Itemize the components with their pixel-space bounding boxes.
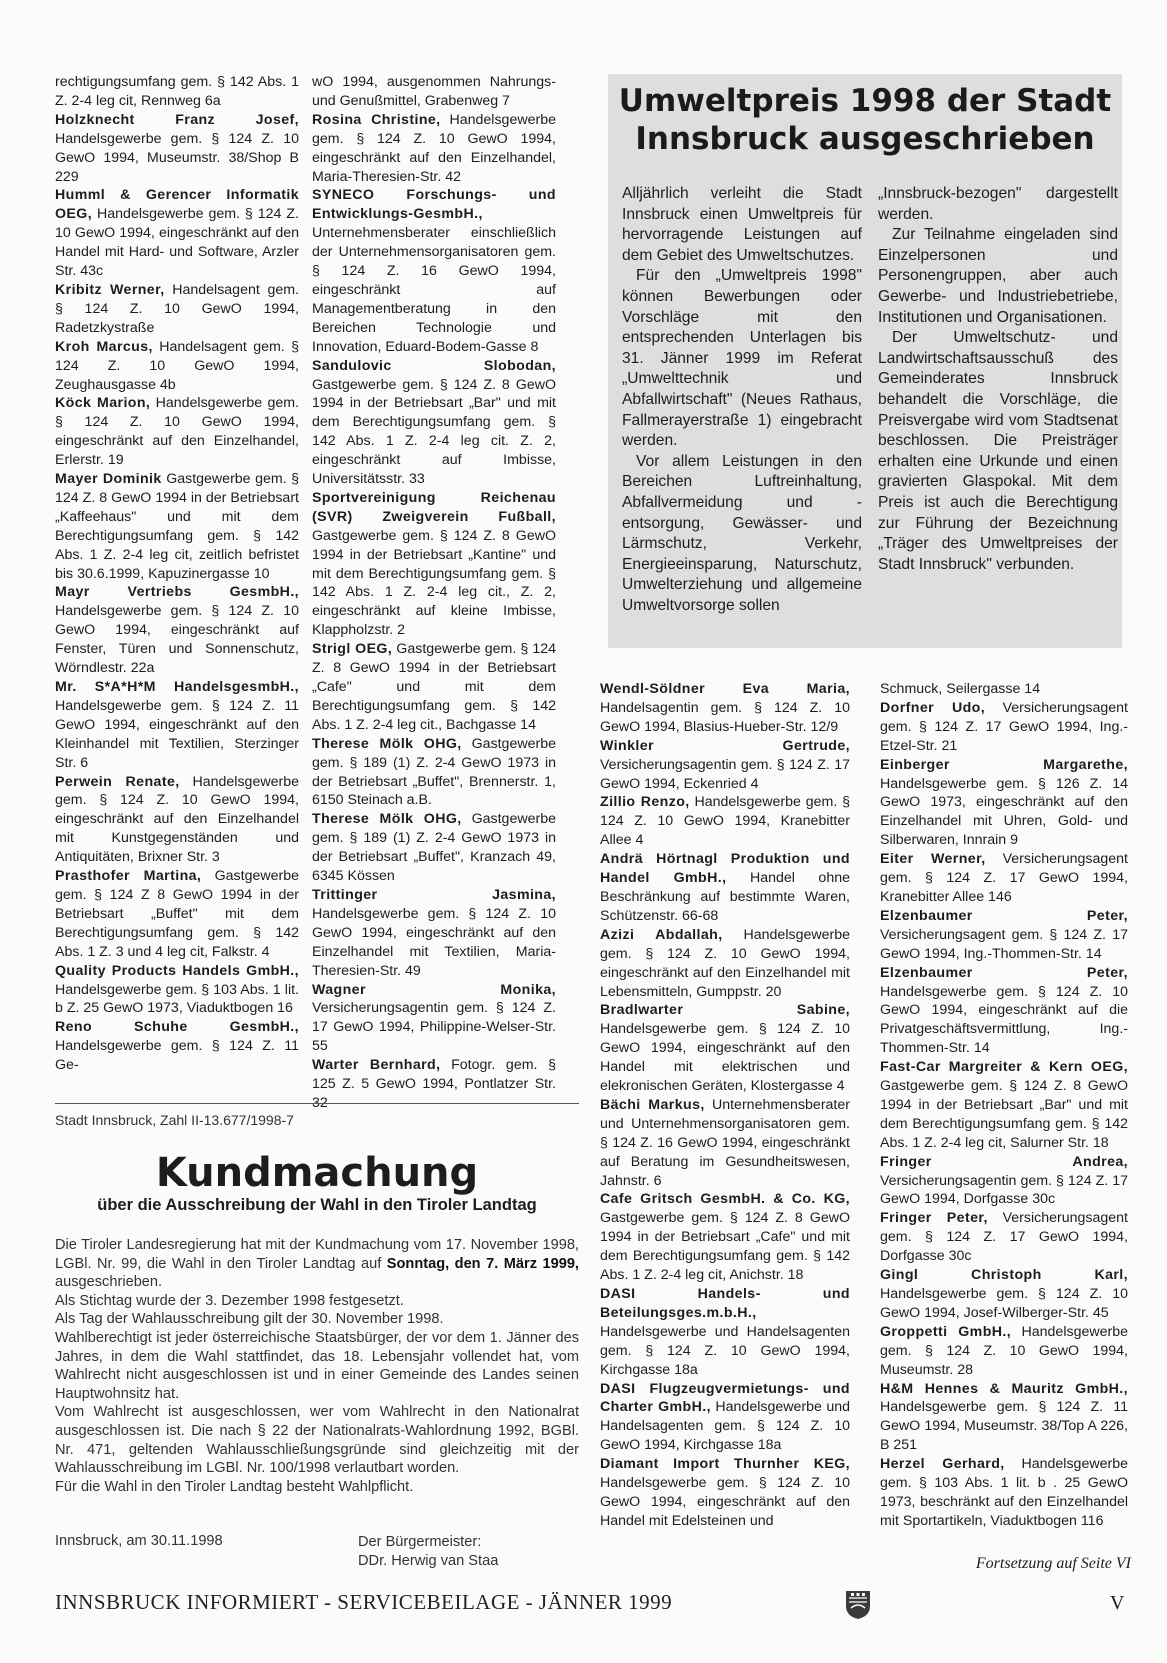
- umweltpreis-left-column: Alljährlich verleiht die Stadt Innsbruck einen Umweltpreis für hervorragende Leistungen auf dem Gebiet des Umweltschutzes. Für den „Umweltpreis 1998" können Bewerbungen oder Vorschläge mit den entsprechenden Unterlagen bis 31. Jänner 1999 im Referat „Umwelttechnik und Abfallwirtschaft" (Neues Rathaus, Fallmerayerstraße 1) eingebracht werden. Vor allem Leistungen in den Bereichen Luftreinhaltung, Abfallvermeidung und -entsorgung, Gewässer- und Lärmschutz, Verkehr, Energieeinsparung, Naturschutz, Umwelterziehung und allgemeine Umweltvorsorge sollen: [622, 185, 862, 614]
- list-item: Eiter Werner, Versicherungsagent gem. § 124 Z. 17 GewO 1994, Kranebitter Allee 146: [880, 851, 1128, 905]
- umweltpreis-title: Umweltpreis 1998 der Stadt Innsbruck ausgeschrieben: [618, 83, 1112, 157]
- page-number: V: [1110, 1592, 1125, 1614]
- list-item: Fast-Car Margreiter & Kern OEG, Gastgewerbe gem. § 124 Z. 8 GewO 1994 in der Betriebsart „Bar" und mit dem Berechtigungsumfang gem. § 142 Abs. 1 Z. 2-4 leg cit, Salurner Str. 18: [880, 1059, 1128, 1151]
- list-item: Bradlwarter Sabine, Handelsgewerbe gem. § 124 Z. 10 GewO 1994, eingeschränkt auf den Handel mit elektrischen und elekronischen Geräten, Klostergasse 4: [600, 1002, 850, 1095]
- list-item: Groppetti GmbH., Handelsgewerbe gem. § 124 Z. 10 GewO 1994, Museumstr. 28: [880, 1323, 1128, 1378]
- list-item: Azizi Abdallah, Handelsgewerbe gem. § 124 Z. 10 GewO 1994, eingeschränkt auf den Einzelhandel mit Lebensmitteln, Gumppstr. 20: [600, 926, 850, 1000]
- list-item: rechtigungsumfang gem. § 142 Abs. 1 Z. 2-4 leg cit, Rennweg 6a: [55, 74, 299, 109]
- list-item: Therese Mölk OHG, Gastgewerbe gem. § 189 (1) Z. 2-4 GewO 1973 in der Betriebsart „Buffet", Brennerstr. 1, 6150 Steinach a.B.: [312, 735, 556, 809]
- register-column-2: [312, 73, 556, 1113]
- list-item: wO 1994, ausgenommen Nahrungs- und Genußmittel, Grabenweg 7: [312, 74, 556, 109]
- kundmachung-paragraph: Als Tag der Wahlausschreibung gilt der 30. November 1998.: [55, 1311, 444, 1328]
- list-item: Köck Marion, Handelsgewerbe gem. § 124 Z. 10 GewO 1994, eingeschränkt auf den Einzelhandel, Erlerstr. 19: [55, 395, 299, 469]
- list-item: Perwein Renate, Handelsgewerbe gem. § 124 Z. 10 GewO 1994, eingeschränkt auf den Einzelhandel mit Kunstgegenständen und Antiquitäten, Brixner Str. 3: [55, 773, 299, 866]
- list-item: Andrä Hörtnagl Produktion und Handel GmbH., Handel ohne Beschränkung auf bestimmte Waren, Schützenstr. 66-68: [600, 851, 850, 924]
- kundmachung-paragraph: Wahlberechtigt ist jeder österreichische Staatsbürger, der vor dem 1. Jänner des Jahres, in dem die Wahl stattfindet, das 18. Lebensjahr vollendet hat, vom Wahlrecht nicht ausgeschlossen ist und in einer Gemeinde des Landes seinen Hauptwohnsitz hat.: [55, 1329, 579, 1402]
- kundmachung-title: Kundmachung: [155, 1150, 479, 1196]
- list-item: Therese Mölk OHG, Gastgewerbe gem. § 189 (1) Z. 2-4 GewO 1973 in der Betriebsart „Buffet", Kranzach 49, 6345 Kössen: [312, 811, 556, 885]
- kundmachung-reference: Stadt Innsbruck, Zahl II-13.677/1998-7: [55, 1112, 294, 1128]
- list-item: Rosina Christine, Handelsgewerbe gem. § 124 Z. 10 GewO 1994, eingeschränkt auf den Einzelhandel, Maria-Theresien-Str. 42: [312, 111, 556, 185]
- list-item: Holzknecht Franz Josef, Handelsgewerbe gem. § 124 Z. 10 GewO 1994, Museumstr. 38/Shop B 229: [55, 111, 299, 185]
- list-item: Sandulovic Slobodan, Gastgewerbe gem. § 124 Z. 8 GewO 1994 in der Betriebsart „Bar" und mit dem Berechtigungsumfang gem. § 142 Abs. 1 Z. 2-4 leg cit. Z. 2, eingeschränkt auf Imbisse, Universitätsstr. 33: [312, 357, 556, 488]
- list-item: Bächi Markus, Unternehmensberater und Unternehmensorganisatoren gem. § 124 Z. 16 GewO 1994, eingeschränkt auf Beratung im Gesundheitswesen, Jahnstr. 6: [600, 1096, 850, 1189]
- register-column-4: [880, 680, 1128, 1531]
- list-item: Prasthofer Martina, Gastgewerbe gem. § 124 Z 8 GewO 1994 in der Betriebsart „Buffet" mit dem Berechtigungsumfang gem. § 142 Abs. 1 Z. 3 und 4 leg cit, Falkstr. 4: [55, 868, 299, 960]
- list-item: Elzenbaumer Peter, Handelsgewerbe gem. § 124 Z. 10 GewO 1994, eingeschränkt auf die Privatgeschäftsvermittlung, Ing.-Thommen-Str. 14: [880, 964, 1128, 1057]
- list-item: Reno Schuhe GesmbH., Handelsgewerbe gem. § 124 Z. 11 Ge-: [55, 1019, 299, 1074]
- list-item: DASI Flugzeugvermietungs- und Charter GmbH., Handelsgewerbe und Handelsagenten gem. § 124 Z. 10 GewO 1994, Kirchgasse 18a: [600, 1380, 850, 1454]
- list-item: Mayer Dominik Gastgewerbe gem. § 124 Z. 8 GewO 1994 in der Betriebsart „Kaffeehaus" und mit dem Berechtigungsumfang gem. § 142 Abs. 1 Z. 2-4 leg cit, zeitlich befristet bis 30.6.1999, Kapuzinergasse 10: [55, 471, 299, 582]
- list-item: H&M Hennes & Mauritz GmbH., Handelsgewerbe gem. § 124 Z. 11 GewO 1994, Museumstr. 38/Top A 226, B 251: [880, 1380, 1128, 1454]
- list-item: Mayr Vertriebs GesmbH., Handelsgewerbe gem. § 124 Z. 10 GewO 1994, eingeschränkt auf Fenster, Türen und Sonnenschutz, Wörndlestr. 22a: [55, 584, 299, 677]
- umweltpreis-right-column: „Innsbruck-bezogen" dargestellt werden. Zur Teilnahme eingeladen sind Einzelpersonen und Personengruppen, aber auch Gewerbe- und Industriebetriebe, Institutionen und Organisationen. Der Umweltschutz- und Landwirtschaftsausschuß des Gemeinderates Innsbruck behandelt die Vorschläge, die Preisvergabe wird vom Stadtsenat beschlossen. Die Preisträger erhalten eine Urkunde und einen gravierten Glaspokal. Mit dem Preis ist auch die Berechtigung zur Führung der Bezeichnung „Träger des Umweltpreises der Stadt Innsbruck" verbunden.: [878, 185, 1118, 573]
- list-item: Diamant Import Thurnher KEG, Handelsgewerbe gem. § 124 Z. 10 GewO 1994, eingeschränkt auf den Handel mit Edelsteinen und: [600, 1456, 850, 1529]
- list-item: Wendl-Söldner Eva Maria, Handelsagentin gem. § 124 Z. 10 GewO 1994, Blasius-Hueber-Str. 12/9: [600, 681, 850, 735]
- list-item: Zillio Renzo, Handelsgewerbe gem. § 124 Z. 10 GewO 1994, Kranebitter Allee 4: [600, 794, 850, 849]
- list-item: Strigl OEG, Gastgewerbe gem. § 124 Z. 8 GewO 1994 in der Betriebsart „Cafe" und mit dem Berechtigungsumfang gem. § 142 Abs. 1 Z. 2-4 leg cit., Bachgasse 14: [312, 641, 557, 733]
- list-item: Trittinger Jasmina, Handelsgewerbe gem. § 124 Z. 10 GewO 1994, eingeschränkt auf den Einzelhandel mit Textilien, Maria-Theresien-Str. 49: [312, 886, 556, 979]
- register-column-1: [55, 73, 299, 1075]
- kundmachung-subtitle: über die Ausschreibung der Wahl in den Tiroler Landtag: [97, 1196, 537, 1214]
- section-divider: [55, 1103, 579, 1104]
- kundmachung-paragraph: Als Stichtag wurde der 3. Dezember 1998 festgesetzt.: [55, 1292, 404, 1309]
- list-item: Humml & Gerencer Informatik OEG, Handelsgewerbe gem. § 124 Z. 10 GewO 1994, eingeschränkt auf den Handel mit Hard- und Software, Arzler Str. 43c: [55, 187, 299, 280]
- kundmachung-paragraph: Die Tiroler Landesregierung hat mit der Kundmachung vom 17. November 1998, LGBl. Nr. 99, die Wahl in den Tiroler Landtag auf Sonntag, den 7. März 1999, ausgeschrieben.: [55, 1237, 579, 1291]
- list-item: Kroh Marcus, Handelsagent gem. § 124 Z. 10 GewO 1994, Zeughausgasse 4b: [55, 338, 299, 393]
- list-item: Fringer Peter, Versicherungsagent gem. § 124 Z. 17 GewO 1994, Dorfgasse 30c: [880, 1210, 1128, 1265]
- umweltpreis-box: [608, 74, 1122, 648]
- register-column-3: [600, 680, 850, 1531]
- list-item: Elzenbaumer Peter, Versicherungsagent gem. § 124 Z. 17 GewO 1994, Ing.-Thommen-Str. 14: [880, 907, 1128, 962]
- list-item: DASI Handels- und Beteilungsges.m.b.H., Handelsgewerbe und Handelsagenten gem. § 124 Z. 10 GewO 1994, Kirchgasse 18a: [600, 1286, 850, 1378]
- kundmachung-date: Innsbruck, am 30.11.1998: [55, 1533, 223, 1549]
- innsbruck-coat-of-arms-icon: [845, 1590, 871, 1620]
- page-footer: INNSBRUCK INFORMIERT - SERVICEBEILAGE - JÄNNER 1999: [55, 1590, 673, 1614]
- list-item: Warter Bernhard, Fotogr. gem. § 125 Z. 5 GewO 1994, Pontlatzer Str. 32: [312, 1057, 557, 1111]
- list-item: Cafe Gritsch GesmbH. & Co. KG, Gastgewerbe gem. § 124 Z. 8 GewO 1994 in der Betriebsart „Cafe" und mit dem Berechtigungsumfang gem. § 142 Abs. 1 Z. 2-4 leg cit, Anichstr. 18: [600, 1191, 850, 1284]
- list-item: SYNECO Forschungs- und Entwicklungs-GesmbH., Unternehmensberater einschließlich der Unternehmensorganisatoren gem. § 124 Z. 16 GewO 1994, eingeschränkt auf Managementberatung in den Bereichen Technologie und Innovation, Eduard-Bodem-Gasse 8: [312, 187, 556, 355]
- list-item: Dorfner Udo, Versicherungsagent gem. § 124 Z. 17 GewO 1994, Ing.-Etzel-Str. 21: [880, 699, 1128, 754]
- list-item: Wagner Monika, Versicherungsagentin gem. § 124 Z. 17 GewO 1994, Philippine-Welser-Str. 55: [312, 981, 556, 1055]
- list-item: Mr. S*A*H*M HandelsgesmbH., Handelsgewerbe gem. § 124 Z. 11 GewO 1994, eingeschränkt auf den Kleinhandel mit Textilien, Sterzinger Str. 6: [55, 679, 299, 771]
- kundmachung-signature: Der Bürgermeister: DDr. Herwig van Staa: [358, 1534, 499, 1569]
- continuation-note: Fortsetzung auf Seite VI: [975, 1555, 1131, 1572]
- list-item: Schmuck, Seilergasse 14: [880, 681, 1041, 697]
- kundmachung-paragraph: Für die Wahl in den Tiroler Landtag besteht Wahlpflicht.: [55, 1478, 414, 1495]
- list-item: Winkler Gertrude, Versicherungsagentin gem. § 124 Z. 17 GewO 1994, Eckenried 4: [600, 737, 850, 792]
- list-item: Gingl Christoph Karl, Handelsgewerbe gem. § 124 Z. 10 GewO 1994, Josef-Wilberger-Str. 45: [880, 1267, 1128, 1321]
- list-item: Fringer Andrea, Versicherungsagentin gem. § 124 Z. 17 GewO 1994, Dorfgasse 30c: [880, 1153, 1128, 1208]
- list-item: Quality Products Handels GmbH., Handelsgewerbe gem. § 103 Abs. 1 lit. b Z. 25 GewO 1973, Viaduktbogen 16: [55, 962, 299, 1017]
- list-item: Kribitz Werner, Handelsagent gem. § 124 Z. 10 GewO 1994, Radetzkystraße: [55, 281, 299, 336]
- list-item: Sportvereinigung Reichenau (SVR) Zweigverein Fußball, Gastgewerbe gem. § 124 Z. 8 GewO 1994 in der Betriebsart „Kantine" und mit dem Berechtigungsumfang gem. § 142 Abs. 1 Z. 2-4 leg cit., Z. 2, eingeschränkt auf kleine Imbisse, Klappholzstr. 2: [312, 489, 556, 639]
- list-item: Herzel Gerhard, Handelsgewerbe gem. § 103 Abs. 1 lit. b . 25 GewO 1973, beschränkt auf den Einzelhandel mit Sportartikeln, Viaduktbogen 116: [880, 1456, 1128, 1529]
- list-item: Einberger Margarethe, Handelsgewerbe gem. § 126 Z. 14 GewO 1973, eingeschränkt auf den Einzelhandel mit Uhren, Gold- und Silberwaren, Innrain 9: [880, 756, 1128, 849]
- kundmachung-body: [55, 1236, 579, 1496]
- kundmachung-paragraph: Vom Wahlrecht ist ausgeschlossen, wer vom Wahlrecht in den Nationalrat ausgeschlossen ist. Die nach § 22 der Nationalrats-Wahlordnung 1992, BGBl. Nr. 471, geltenden Wahlausschließungsgründe sind gleichzeitig mit der Wahlausschreibung im LGBl. Nr. 100/1998 verlautbart worden.: [55, 1404, 579, 1477]
